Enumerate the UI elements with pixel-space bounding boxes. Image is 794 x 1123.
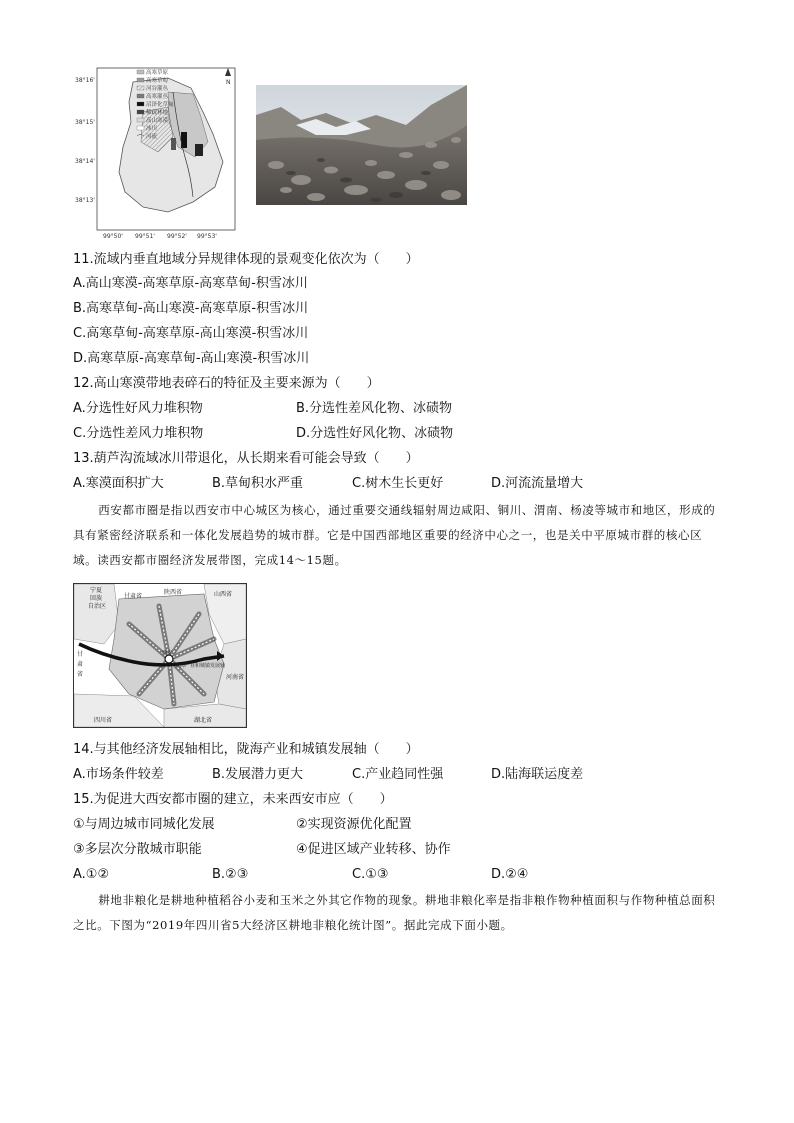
- q11-option-c[interactable]: C.高寒草甸-高寒草原-高山寒漠-积雪冰川: [73, 326, 309, 341]
- label-longhai-axis: 陇海产业和城镇发展轴: [175, 663, 226, 669]
- q15-statement-3: ③多层次分散城市职能: [73, 842, 202, 857]
- label-gan: 甘: [77, 651, 84, 658]
- q13-option-a[interactable]: A.寒漠面积扩大: [73, 476, 164, 491]
- q14-option-b[interactable]: B.发展潜力更大: [212, 767, 304, 782]
- legend-item-9: 河流: [146, 134, 158, 140]
- label-xian: 西安: [162, 650, 173, 656]
- label-gansu: 甘肃省: [124, 593, 143, 600]
- q15-statement-4: ④促进区域产业转移、协作: [296, 842, 451, 857]
- q12-option-d[interactable]: D.分选性好风化物、冰碛物: [296, 426, 454, 441]
- passage-xian-metropolitan: 西安都市圈是指以西安市中心城区为核心，通过重要交通线辐射周边咸阳、铜川、渭南、杨凌等城市和地区，形成的具有紧密经济联系和一体化发展趋势的城市群。它是中国西部地区重要的经济中心之一，也是关中平原城市群的核心区域。读西安都市圈经济发展带图，完成14～15题。: [73, 503, 716, 567]
- q11-stem: 11.流域内垂直地域分异规律体现的景观变化依次为（ ）: [73, 252, 419, 267]
- q13-option-b[interactable]: B.草甸积水严重: [212, 476, 304, 491]
- q15-stem: 15.为促进大西安都市圈的建立，未来西安市应（ ）: [73, 792, 393, 807]
- lon-tick-3: 99°52': [167, 233, 187, 240]
- lon-tick-2: 99°51': [135, 233, 155, 240]
- label-zizhiqu: 自治区: [88, 603, 107, 610]
- label-sheng: 省: [77, 671, 84, 678]
- label-sichuan: 四川省: [94, 717, 113, 724]
- label-henan: 河南省: [226, 674, 245, 681]
- lat-tick-2: 38°15': [75, 119, 95, 126]
- label-huizu: 回族: [90, 595, 103, 602]
- q12-stem: 12.高山寒漠带地表碎石的特征及主要来源为（ ）: [73, 376, 380, 391]
- lat-tick-4: 38°13': [75, 197, 95, 204]
- legend-item-1: 高寒草原: [146, 70, 169, 76]
- q15-option-c[interactable]: C.①③: [352, 867, 389, 882]
- q15-statement-1: ①与周边城市同城化发展: [73, 817, 215, 832]
- q14-option-d[interactable]: D.陆海联运度差: [491, 767, 584, 782]
- q13-option-d[interactable]: D.河流流量增大: [491, 476, 584, 491]
- q14-option-a[interactable]: A.市场条件较差: [73, 767, 164, 782]
- q13-option-c[interactable]: C.树木生长更好: [352, 476, 444, 491]
- legend-item-7: 高山寒漠: [146, 118, 169, 124]
- label-su: 肃: [77, 661, 84, 668]
- q12-option-c[interactable]: C.分选性差风力堆积物: [73, 426, 204, 441]
- q13-stem: 13.葫芦沟流域冰川带退化，从长期来看可能会导致（ ）: [73, 451, 419, 466]
- lat-tick-3: 38°14': [75, 158, 95, 165]
- legend-item-2: 高寒草甸: [146, 78, 169, 84]
- label-shanxi: 山西省: [214, 591, 233, 598]
- lat-tick-1: 38°16': [75, 77, 95, 84]
- legend-item-6: 稀疏林地: [146, 110, 169, 116]
- xian-development-map: [73, 583, 247, 728]
- q11-option-b[interactable]: B.高寒草甸-高山寒漠-高寒草原-积雪冰川: [73, 301, 309, 316]
- passage-non-grain: 耕地非粮化是耕地种植稻谷小麦和玉米之外其它作物的现象。耕地非粮化率是指非粮作物种植面积与作物种植总面积之比。下图为“2019年四川省5大经济区耕地非粮化统计图”。据此完成下面小题。: [73, 893, 716, 932]
- xian-center-icon: [165, 655, 173, 663]
- lon-tick-1: 99°50': [103, 233, 123, 240]
- catchment-map-svg: [73, 62, 239, 240]
- q11-option-d[interactable]: D.高寒草原-高寒草甸-高山寒漠-积雪冰川: [73, 351, 310, 366]
- q15-option-b[interactable]: B.②③: [212, 867, 249, 882]
- q11-option-a[interactable]: A.高山寒漠-高寒草原-高寒草甸-积雪冰川: [73, 276, 308, 291]
- legend-item-8: 冰川: [146, 126, 158, 132]
- q15-option-a[interactable]: A.①②: [73, 867, 110, 882]
- rock-field-photo: [256, 85, 467, 205]
- rock-field-photo-svg: [256, 85, 467, 205]
- q12-option-a[interactable]: A.分选性好风力堆积物: [73, 401, 203, 416]
- legend-item-5: 沼泽化草甸: [146, 102, 174, 108]
- q14-stem: 14.与其他经济发展轴相比，陇海产业和城镇发展轴（ ）: [73, 742, 419, 757]
- legend-item-4: 高寒灌丛: [146, 94, 169, 100]
- xian-development-map-svg: [74, 584, 246, 727]
- label-ningxia: 宁夏: [90, 587, 103, 594]
- q14-option-c[interactable]: C.产业趋同性强: [352, 767, 444, 782]
- q15-option-d[interactable]: D.②④: [491, 867, 529, 882]
- q15-statement-2: ②实现资源优化配置: [296, 817, 412, 832]
- q12-option-b[interactable]: B.分选性差风化物、冰碛物: [296, 401, 453, 416]
- catchment-map: [73, 62, 239, 240]
- lon-tick-4: 99°53': [197, 233, 217, 240]
- north-label: N: [226, 79, 231, 86]
- label-hubei: 湖北省: [194, 717, 213, 724]
- legend-item-3: 河谷灌丛: [146, 86, 169, 92]
- label-shaanxi: 陕西省: [164, 589, 183, 596]
